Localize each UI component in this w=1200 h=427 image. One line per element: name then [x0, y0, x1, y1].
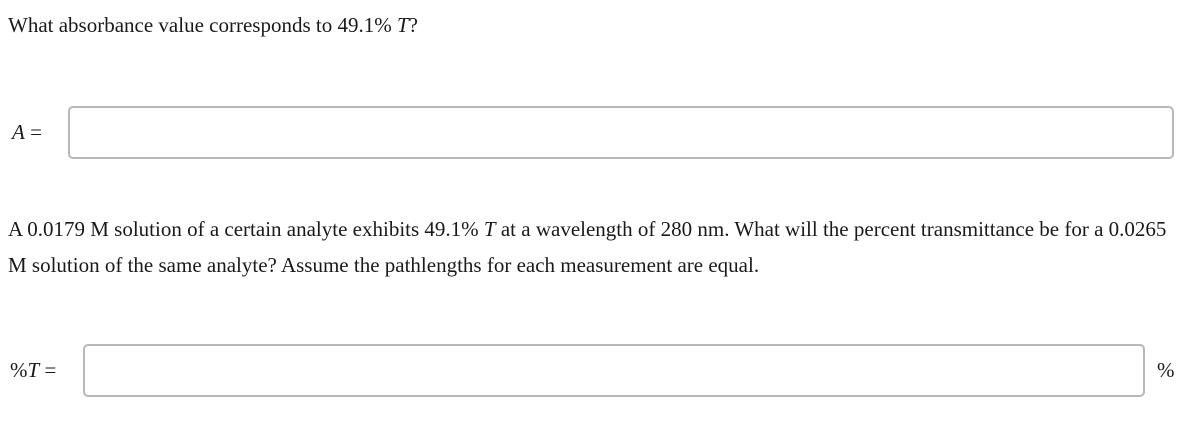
- absorbance-input[interactable]: [68, 106, 1174, 159]
- question-transmittance-text-cont: at a wavelength of 280 nm. What will the percent transmittance be for a 0.0265 M solution of the same analyte? Assume the pathlengths for each measurement are equal.: [8, 217, 1167, 277]
- question-transmittance-text: A 0.0179 M solution of a certain analyte exhibits 49.1%: [8, 217, 484, 241]
- absorbance-equals: =: [24, 120, 42, 144]
- percent-unit: %: [1157, 358, 1175, 382]
- question-absorbance: [8, 10, 418, 40]
- question-absorbance-text: What absorbance value corresponds to 49.1%: [8, 13, 397, 37]
- absorbance-variable: A: [12, 120, 25, 144]
- transmittance-label-variable: T: [27, 358, 40, 382]
- transmittance-answer-row: [10, 344, 1175, 397]
- transmittance-equals: =: [39, 358, 57, 382]
- percent-transmittance-input[interactable]: [83, 344, 1145, 397]
- transmittance-label: [10, 358, 83, 383]
- question-transmittance: [8, 211, 1188, 283]
- absorbance-label: [12, 120, 68, 145]
- percent-prefix: %: [10, 358, 28, 382]
- absorbance-answer-row: [12, 106, 1174, 159]
- question-mark: ?: [408, 13, 418, 37]
- transmittance-variable-2: T: [483, 217, 496, 241]
- transmittance-variable: T: [396, 13, 409, 37]
